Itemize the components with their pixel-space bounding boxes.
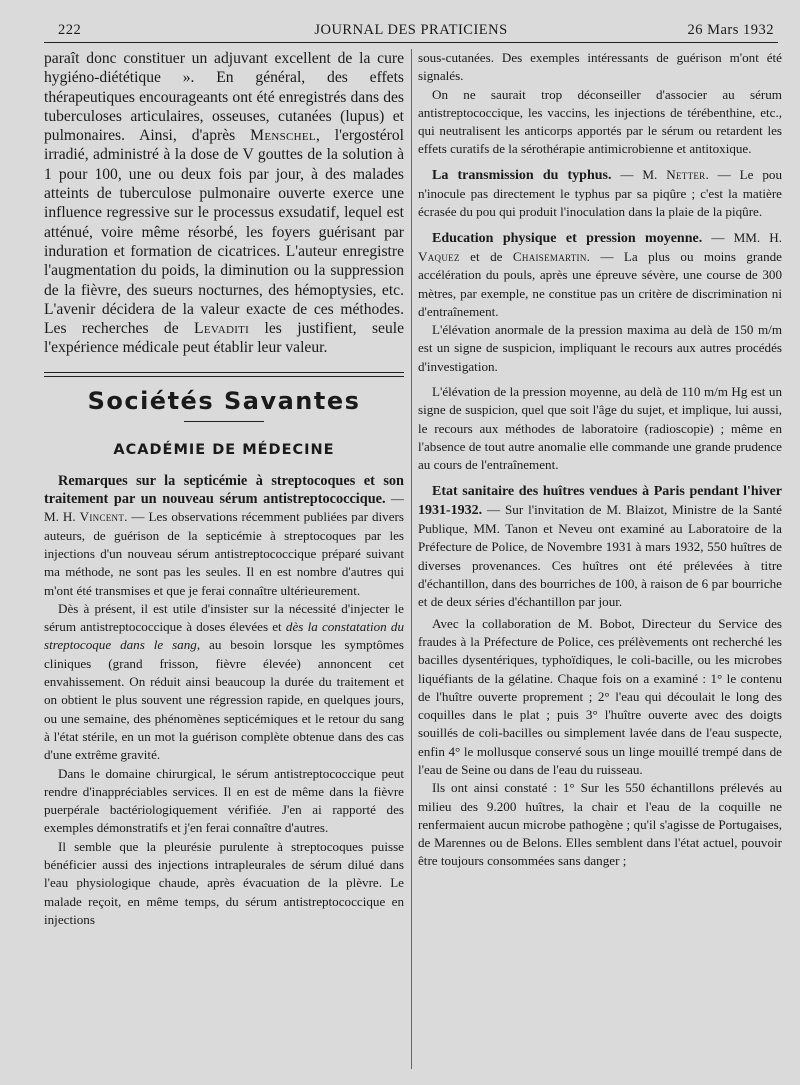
section-title: Sociétés Savantes bbox=[87, 386, 361, 415]
vincent-p2 bbox=[44, 600, 404, 765]
spacer bbox=[418, 159, 782, 166]
vincent-p4: Il semble que la pleurésie purulente à streptocoques puisse bénéficier aussi des injections intrapleurales de sérum dilué dans l'eau physiologique chaude, après évacuation de la plèvre. Le malade reçoit, en même temps, du sérum antistreptococcique en injections bbox=[44, 838, 404, 927]
typhus-text: . — Le pou n'inocule pas directement le typhus par sa piqûre ; c'est la matière écrasée du pou qui produit l'inoculation dans la plaie de la piqûre. bbox=[418, 166, 782, 220]
page-header bbox=[44, 20, 778, 42]
header-rule bbox=[44, 42, 778, 43]
intro-end: les justifient, seule l'expérience médicale peut établir leur valeur. bbox=[44, 320, 404, 357]
two-column-body bbox=[44, 49, 783, 1079]
column-divider bbox=[411, 49, 412, 1069]
typhus-author-prefix: — M. bbox=[611, 166, 667, 182]
etat-text: — Sur l'invitation de M. Blaizot, Ministre de la Santé Publique, MM. Tanon et Neveu ont examiné au Laboratoire de la Préfecture de Police, de Novembre 1931 à mars 1932, 550 huîtres de diverses provenances. Ces huîtres ont été prélevées à titre d'échantillon, dans des bourriches de 100, à raison de 6 par bourriche et de deux séries d'échantillon par jour. bbox=[418, 501, 782, 610]
author-menschel: Menschel bbox=[250, 127, 316, 145]
educ-p2: L'élévation anormale de la pression maxima au delà de 150 m/m est un signe de suspicion, impliquant le recours aux autres procédés d'investigation. bbox=[418, 322, 782, 374]
educ-author-chaisemartin: Chaisemartin bbox=[512, 248, 587, 264]
intro-paragraph bbox=[44, 49, 404, 358]
educ-p3: L'élévation de la pression moyenne, au delà de 110 m/m Hg est un signe de suspicion, quel que soit l'âge du sujet, et implique, lui aussi, le recours aux méthodes de laboratoire (radioscopie) ; même en l'absence de tout autre anomalie elle commande une grande prudence au cours de l'entraînement. bbox=[418, 384, 782, 473]
intro-text bbox=[44, 49, 404, 358]
journal-title: JOURNAL DES PRATICIENS bbox=[314, 22, 508, 38]
right-p2: On ne saurait trop déconseiller d'associer au sérum antistreptococcique, les vaccins, les injections de térébenthine, etc., qui neutralisent les anticorps apportés par le sérum ou retardent les effets curatifs de la sérothérapie antimicrobienne et antitoxique. bbox=[418, 86, 782, 157]
vincent-p1-text: . — Les observations récemment publiées par divers auteurs, de guérison de la septicémie à streptocoques par les injections d'un nouveau sérum antistreptococcique préparé suivant ma méthode, ne sont pas les seules. Il en est nombre d'autres qui m'ont été transmises et que je ferai connaître ultérieurement. bbox=[44, 509, 404, 598]
etat-title: Etat sanitaire des huîtres vendues à Paris pendant l'hiver 1931-1932. bbox=[418, 483, 782, 518]
educ-article bbox=[418, 229, 782, 321]
educ-text: . — La plus ou moins grande accélération du pouls, après une épreuve sévère, une course de 300 mètres, par exemple, ne constitue pas un critère de discrimination ni d'entraînement. bbox=[418, 248, 782, 319]
vincent-p1 bbox=[44, 472, 404, 600]
typhus-article bbox=[418, 166, 782, 222]
vincent-author-prefix: — M. H. bbox=[44, 491, 405, 525]
vincent-p2-a: Dès à présent, il est utile d'insister sur la nécessité d'injecter le sérum antistreptococcique à doses élevées et bbox=[44, 600, 404, 635]
vincent-p2-italic: dès la constatation du streptocoque dans le sang bbox=[44, 619, 404, 653]
typhus-title: La transmission du typhus. bbox=[432, 167, 612, 183]
intro-rest: , l'ergostérol irradié, administré à la dose de V gouttes de la solution à 1 pour 100, une ou deux fois par jour, à des malades atteints de tuberculose pulmonaire ouverte exerce une influence regressive sur le processus exsudatif, lequel est atténué, voire même résorbé, les foyers guérisant par induration et formation de cicatrices. L'auteur enregistre l'augmentation du poids, la diminution ou la suppression de la fièvre, des sueurs nocturnes, des hémoptysies, etc. L'avenir décidera de la valeur exacte de ces méthodes. Les recherches de bbox=[44, 127, 404, 338]
vincent-p3: Dans le domaine chirurgical, le sérum antistreptococcique peut rendre d'inappréciables services. Il en est de même dans la fièvre puerpérale bactériologiquement vérifiée. J'en ai rapporté des exemples démonstratifs et j'en ferai connaître d'autres. bbox=[44, 765, 404, 836]
spacer bbox=[418, 376, 782, 383]
educ-author-prefix: — MM. H. bbox=[702, 229, 783, 245]
typhus-author: Netter bbox=[666, 166, 706, 182]
academy-title: ACADÉMIE DE MÉDECINE bbox=[113, 441, 335, 458]
spacer bbox=[418, 222, 782, 229]
spacer bbox=[418, 475, 782, 482]
educ-and: et de bbox=[459, 248, 513, 264]
vincent-author: Vincent bbox=[79, 509, 125, 525]
vincent-title: Remarques sur la septicémie à streptocoques et son traitement par un nouveau sérum antistreptococcique. bbox=[44, 472, 404, 508]
section-short-rule bbox=[184, 421, 264, 422]
right-p1: sous-cutanées. Des exemples intéressants de guérison m'ont été signalés. bbox=[418, 50, 782, 84]
author-levaditi: Levaditi bbox=[194, 320, 250, 338]
section-header bbox=[44, 372, 404, 458]
etat-p2: Avec la collaboration de M. Bobot, Directeur du Service des fraudes à la Préfecture de Police, ces prélèvements ont recherché les bacilles dysentériques, typhoïdiques, le coli-bacille, ou les microbes liquéfiants de la gélatine. Chaque fois on a examiné : 1° le contenu de l'huître ouverte proprement ; 2° l'eau qui découlait le long des coquilles dans le plat ; puis 3° l'huître ouverte avec des doigts souillés de coli-bacilles ou simplement lavée dans de l'eau suspecte, enfin 4° le mollusque conservé sous un linge mouillé trempé dans de l'eau de Seine ou dans de l'eau du ruisseau. bbox=[418, 615, 782, 777]
page-number: 222 bbox=[58, 22, 82, 38]
right-column bbox=[418, 49, 782, 871]
educ-author-vaquez: Vaquez bbox=[418, 248, 460, 264]
educ-title: Education physique et pression moyenne. bbox=[432, 230, 703, 246]
etat-article bbox=[418, 482, 782, 612]
etat-p3: Ils ont ainsi constaté : 1° Sur les 550 échantillons prélevés au milieu des 9.200 huîtres, la chair et l'eau de la coquille ne renfermaient aucun microbe pathogène ; qu'il s'agisse de Portugaises, de Marennes ou de Belons. Elles semblent dans l'état actuel, pouvoir être toujours consommées sans danger ; bbox=[418, 780, 782, 869]
section-double-rule bbox=[44, 372, 404, 377]
vincent-article bbox=[44, 472, 404, 929]
intro-lines: paraît donc constituer un adjuvant excellent de la cure hygiéno-diététique ». En général, des effets thérapeutiques encourageants ont été enregistrés dans des tuberculoses articulaires, osseuses, cutanées (lupus) et pulmonaires. Ainsi, d'après bbox=[44, 50, 404, 145]
left-column bbox=[44, 49, 404, 929]
issue-date: 26 Mars 1932 bbox=[687, 22, 774, 38]
vincent-p2-b: , au besoin lorsque les symptômes cliniques (grand frisson, fièvre élevée) annoncent cet envahissement. On réduit ainsi beaucoup la durée du traitement et on obtient le plus souvent une régression rapide, en quelques jours, ou une semaine, des phénomènes septicémiques et le retour du sang à l'état stérile, en un mot la guérison complète obtenue dans des cas d'une extrême gravité. bbox=[44, 637, 404, 763]
